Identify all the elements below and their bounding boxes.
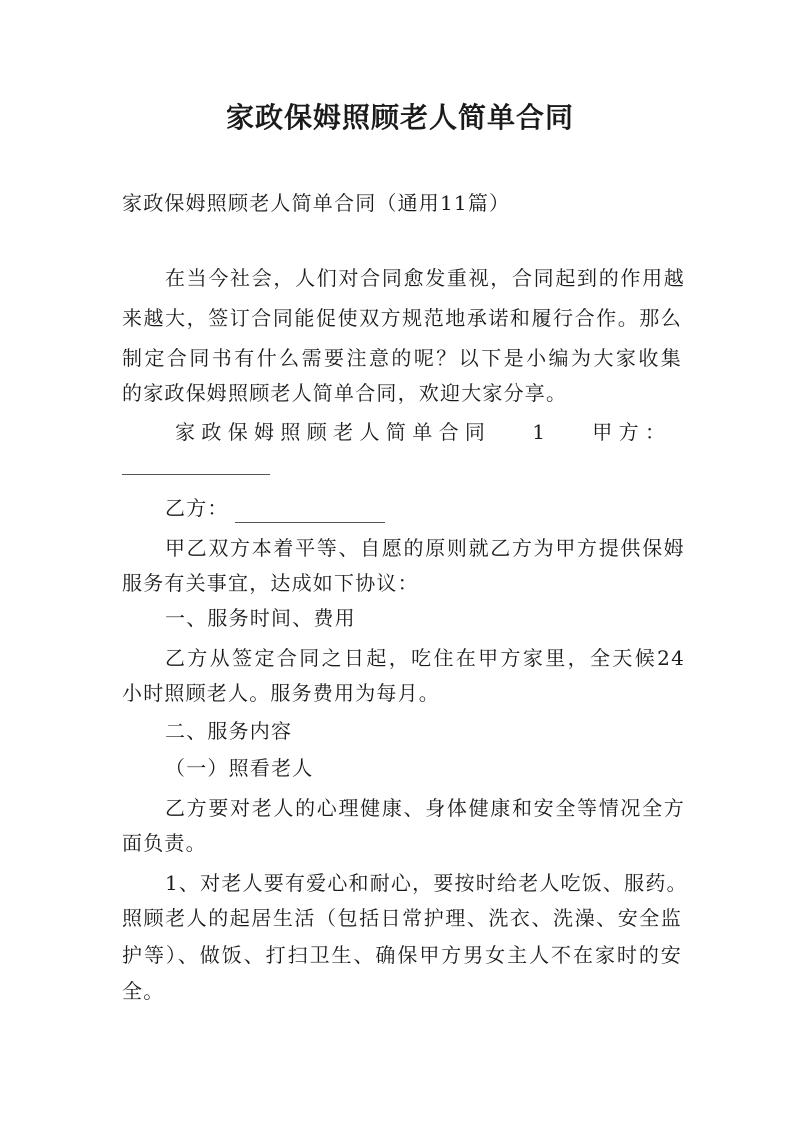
item-1-line-2: 照顾老人的起居生活（包括日常护理、洗衣、洗澡、安全监 <box>122 906 682 930</box>
party-b-blank <box>235 502 385 523</box>
intro-line-4: 的家政保姆照顾老人简单合同，欢迎大家分享。 <box>122 381 568 405</box>
care-line-1: 乙方要对老人的心理健康、身体健康和安全等情况全方 <box>165 796 685 820</box>
document-title: 家政保姆照顾老人简单合同 <box>225 101 574 134</box>
intro-line-2: 来越大，签订合同能促使双方规范地承诺和履行合作。那么 <box>122 306 682 330</box>
subsection-1-heading: （一）照看老人 <box>165 756 314 780</box>
document-subtitle: 家政保姆照顾老人简单合同（通用11篇） <box>122 191 511 215</box>
item-1-line-3: 护等）、做饭、打扫卫生、确保甲方男女主人不在家时的安 <box>122 943 682 967</box>
agreement-line-2: 服务有关事宜，达成如下协议： <box>122 571 419 595</box>
party-a-label: 甲 方 ： <box>592 420 665 444</box>
item-1-line-1: 1、对老人要有爱心和耐心，要按时给老人吃饭、服药。 <box>165 871 688 895</box>
intro-line-3: 制定合同书有什么需要注意的呢？以下是小编为大家收集 <box>122 346 682 370</box>
intro-line-1: 在当今社会，人们对合同愈发重视，合同起到的作用越 <box>165 266 685 290</box>
contract-heading <box>175 417 665 447</box>
contract-number: 1 <box>532 420 545 444</box>
section-1-heading: 一、服务时间、费用 <box>165 606 356 630</box>
care-line-2: 面负责。 <box>122 831 207 855</box>
contract-name: 家 政 保 姆 照 顾 老 人 简 单 合 同 <box>175 420 485 444</box>
item-1-line-4: 全。 <box>122 979 165 1003</box>
party-a-blank <box>122 474 270 475</box>
party-b-label: 乙方： <box>165 496 229 520</box>
service-line-1: 乙方从签定合同之日起，吃住在甲方家里，全天候24 <box>165 646 685 670</box>
party-b-line <box>165 493 685 523</box>
agreement-line-1: 甲乙双方本着平等、自愿的原则就乙方为甲方提供保姆 <box>165 536 685 560</box>
section-2-heading: 二、服务内容 <box>165 719 293 743</box>
service-line-2: 小时照顾老人。服务费用为每月。 <box>122 681 440 705</box>
